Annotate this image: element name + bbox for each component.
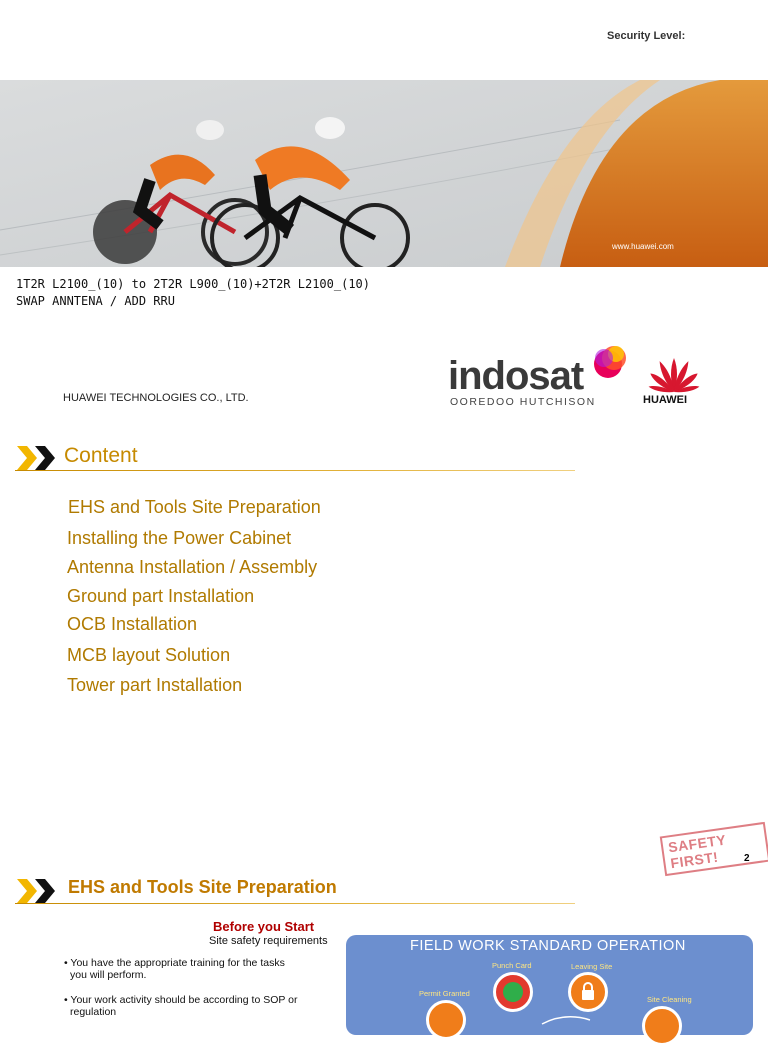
toc-item-ehs[interactable]: EHS and Tools Site Preparation <box>68 497 321 517</box>
bullet-line: regulation <box>70 1006 117 1018</box>
trash-icon <box>642 1006 682 1046</box>
bullet-line: you will perform. <box>70 969 147 981</box>
bullet-line: • Your work activity should be according to SOP or <box>64 994 298 1006</box>
indosat-logo-subtext: OOREDOO HUTCHISON <box>450 396 596 408</box>
security-level-label: Security Level: <box>607 30 686 42</box>
page-number: 2 <box>744 853 750 864</box>
indosat-logo <box>448 344 628 410</box>
double-chevron-icon <box>15 877 59 905</box>
cover-banner-image <box>0 80 768 267</box>
toc-item-mcb[interactable]: MCB layout Solution <box>67 645 231 665</box>
before-start-subtitle: Site safety requirements <box>209 935 328 947</box>
toc-item-ocb[interactable]: OCB Installation <box>67 614 198 634</box>
bullet-item <box>64 994 297 1018</box>
huawei-logo <box>640 356 708 408</box>
banner-url: www.huawei.com <box>612 242 674 251</box>
bullet-line: • You have the appropriate training for the tasks <box>64 957 285 969</box>
toc-item-antenna[interactable]: Antenna Installation / Assembly <box>67 557 318 577</box>
toc-item-power-cabinet[interactable]: Installing the Power Cabinet <box>67 528 292 548</box>
cover-subtitle-line2: SWAP ANNTENA / ADD RRU <box>16 294 175 308</box>
cover-subtitle-line1: 1T2R L2100_(10) to 2T2R L900_(10)+2T2R L2100_(10) <box>16 277 371 291</box>
before-start-title: Before you Start <box>213 919 315 934</box>
step-label-site-cleaning: Site Cleaning <box>647 995 692 1004</box>
indosat-logo-word: indosat <box>448 354 584 398</box>
step-label-punch-card: Punch Card <box>492 961 532 970</box>
step-label-permit-granted: Permit Granted <box>419 989 470 998</box>
toc-item-ground-part[interactable]: Ground part Installation <box>67 586 255 606</box>
step-label-leaving-site: Leaving Site <box>571 962 613 971</box>
section-title: EHS and Tools Site Preparation <box>68 877 337 897</box>
content-title: Content <box>64 444 138 467</box>
huawei-logo-word: HUAWEI <box>643 394 687 406</box>
huawei-logo-mark <box>640 356 708 394</box>
section-title-rule <box>15 903 575 904</box>
bullet-item <box>64 957 285 981</box>
permit-icon <box>426 1000 466 1040</box>
toc-item-tower-part[interactable]: Tower part Installation <box>67 675 243 695</box>
safety-first-stamp: SAFETY FIRST! <box>660 822 768 876</box>
punch-card-icon <box>493 972 533 1012</box>
lock-icon <box>568 972 608 1012</box>
indosat-logo-mark <box>592 344 628 380</box>
field-work-title: FIELD WORK STANDARD OPERATION <box>410 938 686 954</box>
company-name: HUAWEI TECHNOLOGIES CO., LTD. <box>63 392 249 404</box>
double-chevron-icon <box>15 444 59 472</box>
content-title-rule <box>15 470 575 471</box>
